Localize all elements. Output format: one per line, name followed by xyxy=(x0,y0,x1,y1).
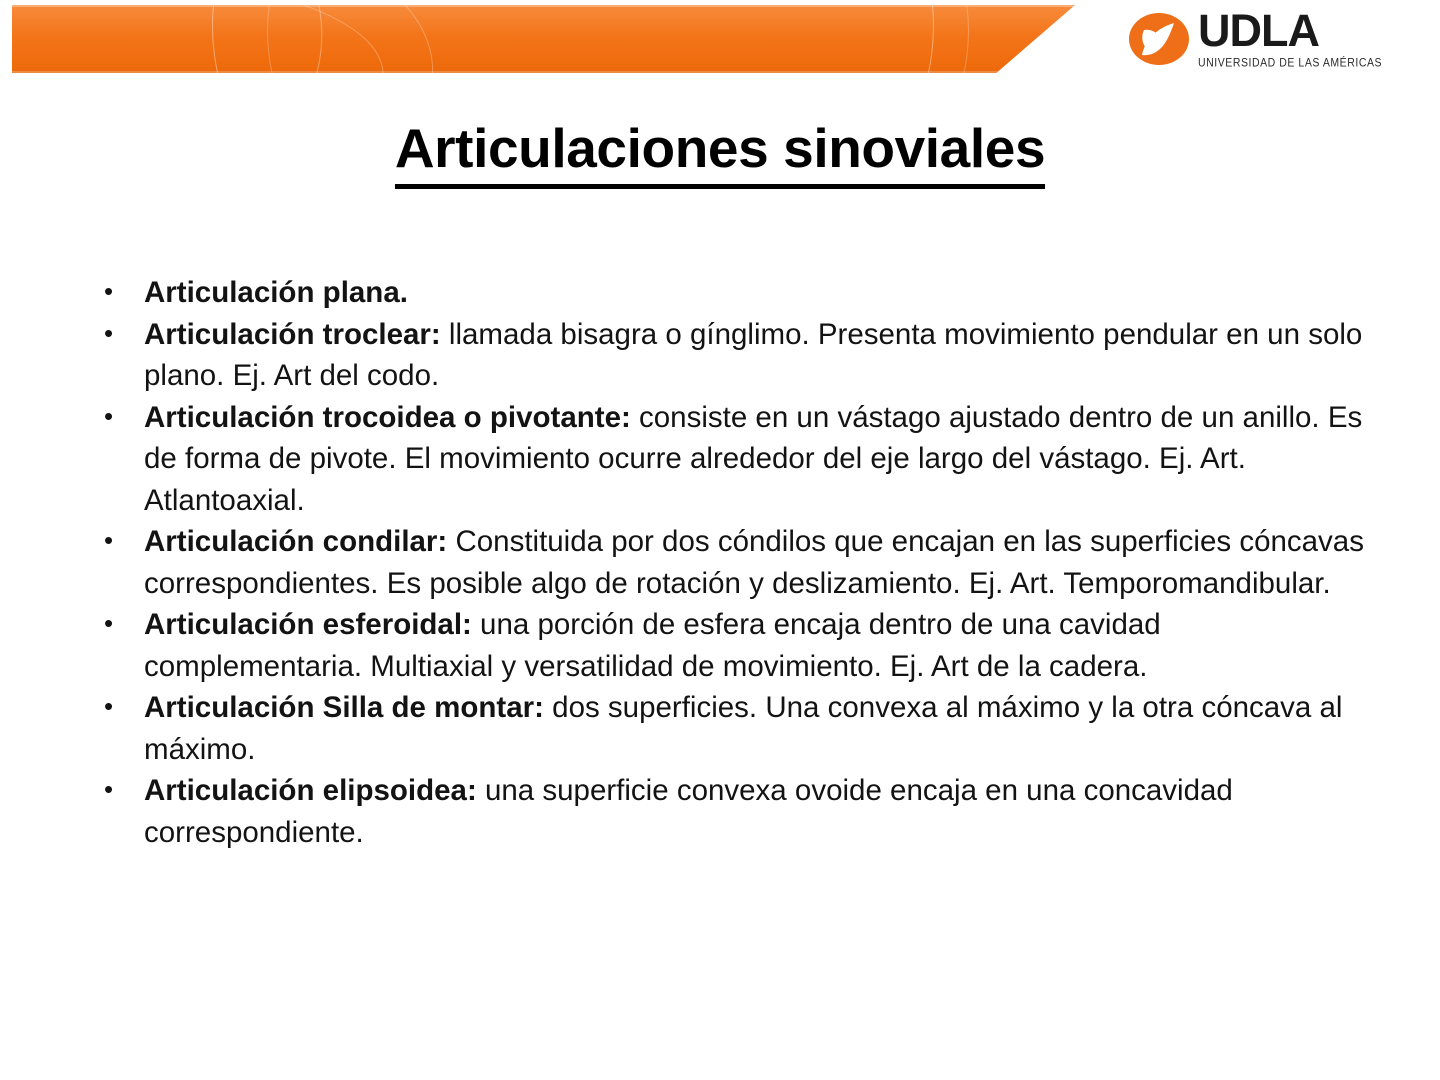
list-item-description: consiste en un vástago ajustado dentro de un anillo. Es de forma de pivote. El movimiento ocurre alrededor del eje largo del vástago. Ej. Art. Atlantoaxial. xyxy=(144,400,1363,517)
banner-top-edge xyxy=(12,5,1075,7)
list-item-term: Articulación troclear: xyxy=(144,317,441,351)
udla-wordmark-text: UDLA xyxy=(1198,5,1319,56)
list-item xyxy=(96,687,1381,770)
page-title-text: Articulaciones sinoviales xyxy=(395,116,1045,189)
list-item-description: dos superficies. Una convexa al máximo y la otra cóncava al máximo. xyxy=(144,691,1343,766)
list-item-term: Articulación trocoidea o pivotante: xyxy=(144,400,631,434)
list-item-description: Constituida por dos cóndilos que encajan en las superficies cóncavas correspondientes. Es posible algo de rotación y deslizamiento. Ej. Art. Temporomandibular. xyxy=(144,525,1364,600)
list-item xyxy=(96,397,1381,522)
list-item-description: una superficie convexa ovoide encaja en una concavidad correspondiente. xyxy=(144,774,1233,849)
synovial-joints-bullet-list xyxy=(96,272,1381,853)
udla-wordmark xyxy=(1198,5,1404,71)
list-item xyxy=(96,770,1381,853)
udla-tagline: UNIVERSIDAD DE LAS AMÉRICAS xyxy=(1198,56,1383,71)
slide-header xyxy=(0,0,1440,90)
list-item-term: Articulación condilar: xyxy=(144,525,448,558)
page-title xyxy=(0,116,1440,189)
udla-circle-mark-icon xyxy=(1128,12,1190,66)
list-item-term: Articulación esferoidal: xyxy=(144,608,472,641)
banner-bottom-edge xyxy=(12,71,1075,73)
orange-banner-graphic xyxy=(12,5,1075,73)
list-item xyxy=(96,272,1381,314)
udla-logo xyxy=(1128,5,1408,74)
list-item-description: llamada bisagra o gínglimo. Presenta movimiento pendular en un solo plano. Ej. Art del codo. xyxy=(144,317,1363,392)
list-item xyxy=(96,521,1381,604)
list-item-term: Articulación Silla de montar: xyxy=(144,691,544,724)
list-item-description: una porción de esfera encaja dentro de una cavidad complementaria. Multiaxial y versatilidad de movimiento. Ej. Art de la cadera. xyxy=(144,608,1161,683)
banner-swoosh-curve-icon xyxy=(267,5,969,73)
list-item-term: Articulación plana. xyxy=(144,276,408,309)
list-item-term: Articulación elipsoidea: xyxy=(144,774,477,807)
list-item xyxy=(96,604,1381,687)
list-item xyxy=(96,314,1381,397)
